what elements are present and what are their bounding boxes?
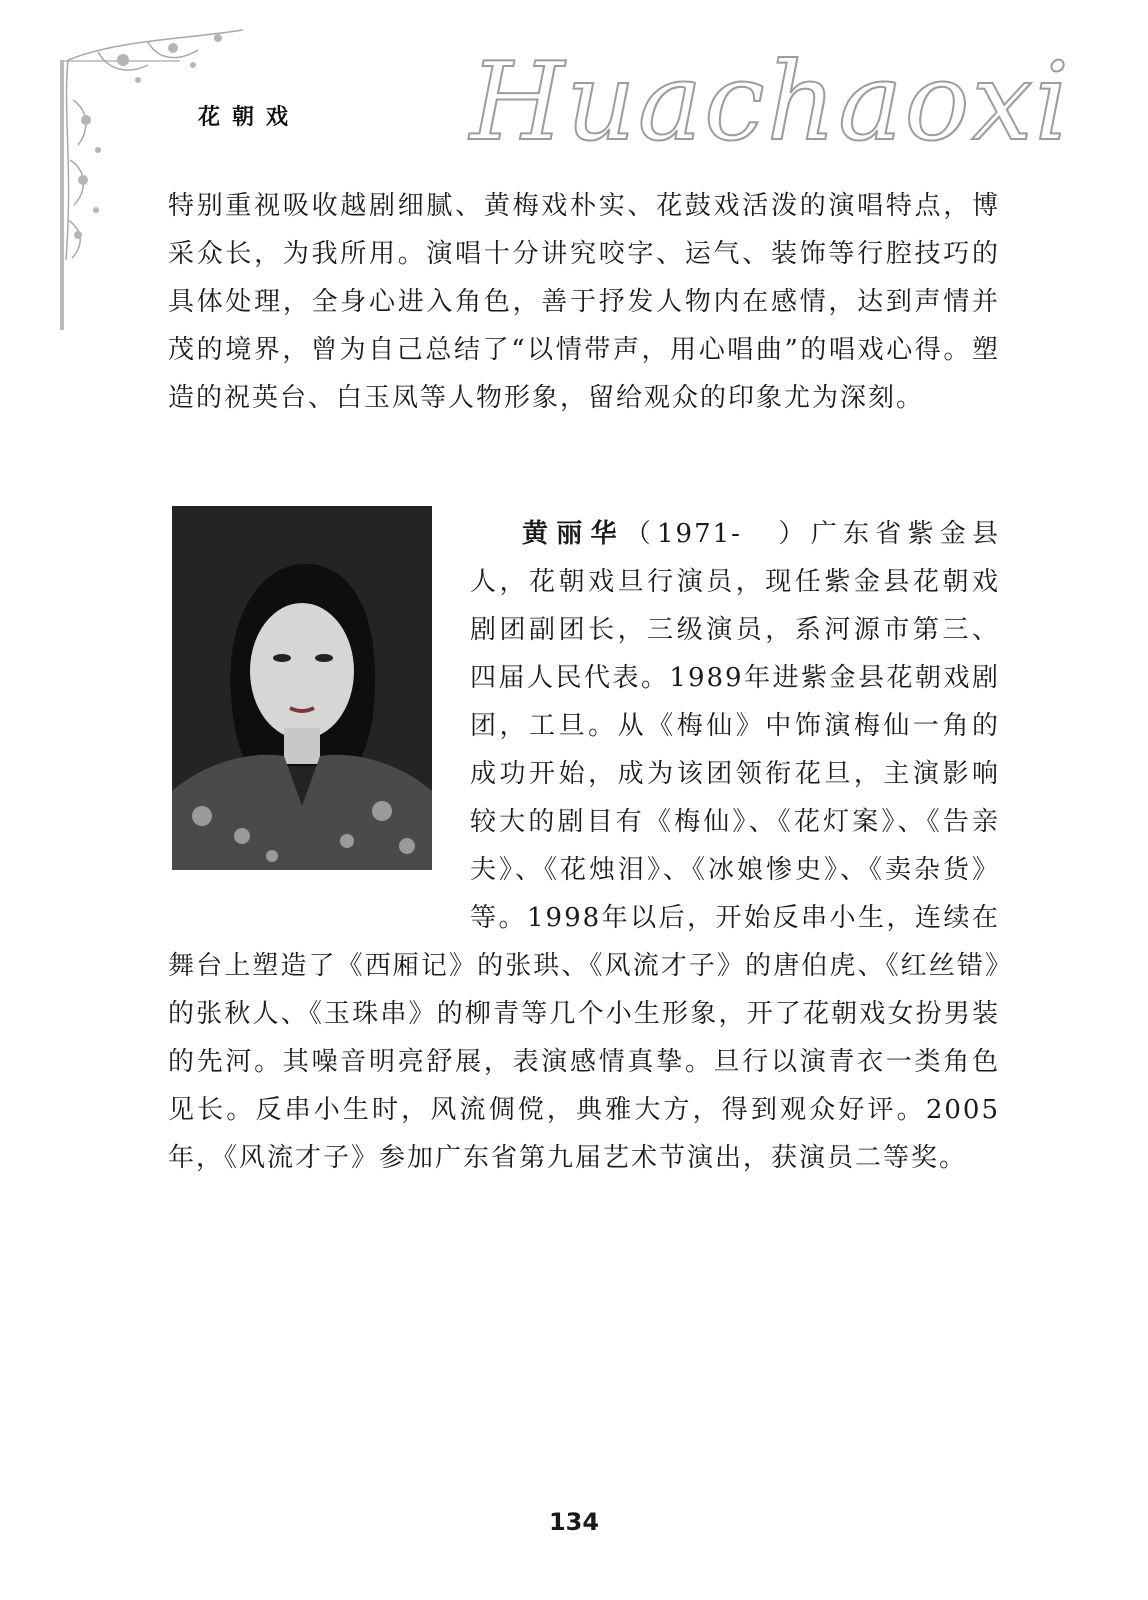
page-number: 134	[548, 1508, 600, 1536]
biography-text: （1971- ）广东省紫金县人，花朝戏旦行演员，现任紫金县花朝戏剧团副团长，三级演员，系河源市第三、四届人民代表。1989年进紫金县花朝戏剧团，工旦。从《梅仙》中饰演梅仙一角的成功开始，成为该团领衔花旦，主演影响较大的剧目有《梅仙》、《花灯案》、《告亲夫》、《花烛泪》、《冰娘惨史》、《卖杂货》等。1998年以后，开始反串小生，连续在舞台上塑造了《西厢记》的张珙、《风流才子》的唐伯虎、《红丝错》的张秋人、《玉珠串》的柳青等几个小生形象，开了花朝戏女扮男装的先河。其噪音明亮舒展，表演感情真挚。旦行以演青衣一类角色见长。反串小生时，风流倜傥，典雅大方，得到观众好评。2005年，《风流才子》参加广东省第九届艺术节演出，获演员二等奖。	[168, 519, 1000, 1173]
body-paragraph	[168, 510, 1000, 1182]
body-paragraph: 特别重视吸收越剧细腻、黄梅戏朴实、花鼓戏活泼的演唱特点，博采众长，为我所用。演唱十分讲究咬字、运气、装饰等行腔技巧的具体处理，全身心进入角色，善于抒发人物内在感情，达到声情并茂的境界，曾为自己总结了“以情带声，用心唱曲”的唱戏心得。塑造的祝英台、白玉凤等人物形象，留给观众的印象尤为深刻。	[168, 191, 1000, 413]
person-name: 黄丽华	[522, 519, 625, 549]
photo-wrap-spacer	[168, 510, 470, 910]
section-title: 花朝戏	[198, 105, 301, 130]
script-title: Huachaoxi	[470, 40, 1072, 165]
